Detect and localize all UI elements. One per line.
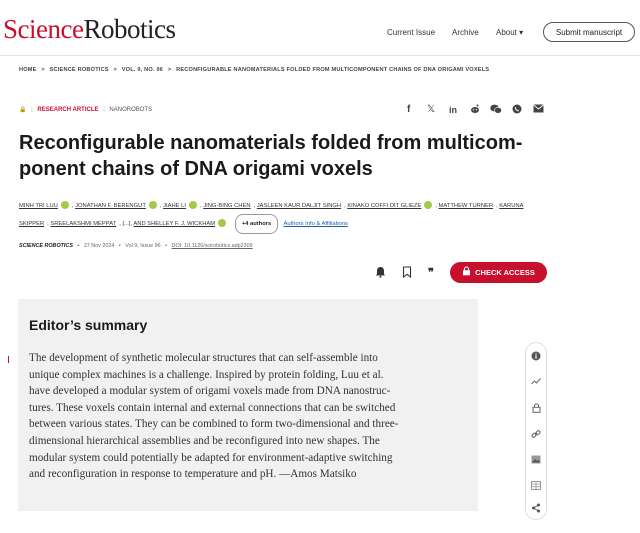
author-link[interactable]: AND SHELLEY F. J. WICKHAM: [133, 221, 216, 227]
author-link[interactable]: JASLEEN KAUR DALJIT SINGH: [256, 203, 342, 209]
summary-line: The development of synthetic molecular structures that can self-assemble into: [29, 352, 378, 364]
summary-line: unique complex machines is a challenge. Inspired by protein folding, Luu et al.: [29, 368, 384, 381]
linkedin-icon[interactable]: in: [449, 105, 457, 115]
logo-science: Science: [3, 14, 84, 44]
orcid-icon[interactable]: [149, 201, 157, 209]
author-link[interactable]: JONATHAN F. BERENGUT: [75, 203, 146, 209]
author-link[interactable]: KARUNA SKIPPER: [19, 203, 524, 227]
meta-volume[interactable]: Vol 9, Issue 96: [125, 243, 161, 249]
meta-journal[interactable]: SCIENCE ROBOTICS: [19, 243, 73, 249]
link-icon[interactable]: [526, 429, 546, 441]
summary-line: modular system could potentially be adapted for environment-adaptive switching: [29, 451, 393, 464]
trending-icon[interactable]: [526, 377, 546, 387]
reddit-icon[interactable]: [470, 104, 480, 117]
x-icon[interactable]: 𝕏: [427, 104, 436, 115]
meta-dot: •: [77, 243, 80, 249]
breadcrumb-separator: >: [167, 67, 172, 73]
breadcrumb-volume[interactable]: VOL. 9, NO. 96: [121, 67, 164, 73]
breadcrumb-journal[interactable]: SCIENCE ROBOTICS: [49, 67, 109, 73]
author-link[interactable]: SREELAKSHMI MEPPAT: [50, 221, 117, 227]
author-link[interactable]: JIAHE LI: [163, 203, 186, 209]
breadcrumb-separator: >: [41, 67, 45, 73]
whatsapp-icon[interactable]: [512, 104, 522, 117]
submit-manuscript-button[interactable]: Submit manuscript: [543, 22, 635, 42]
author-link[interactable]: JING-BING CHEN: [203, 203, 251, 209]
authors-ellipsis: [...]: [122, 221, 131, 227]
meta-date: 27 Nov 2024: [83, 243, 115, 249]
summary-line: and reconfiguration in response to temperature and pH. —Amos Matsiko: [29, 468, 357, 481]
article-title: Reconfigurable nanomaterials folded from multicomponent chains of DNA origami voxels: [19, 132, 523, 180]
summary-line: between various states. They can be combined to form two-dimensional and three-: [29, 418, 399, 431]
orcid-icon[interactable]: [424, 201, 432, 209]
nav-about-label: About: [496, 28, 517, 37]
breadcrumb-home[interactable]: HOME: [19, 67, 37, 73]
author-link[interactable]: MINH TRI LUU: [19, 203, 58, 209]
chevron-down-icon: ▾: [519, 28, 524, 37]
email-icon[interactable]: [533, 104, 544, 116]
bookmark-icon[interactable]: [402, 266, 412, 281]
nav-about[interactable]: [496, 28, 523, 37]
article-tags: [19, 106, 152, 113]
article-subject[interactable]: NANOROBOTS: [109, 107, 153, 113]
article-type[interactable]: RESEARCH ARTICLE: [37, 107, 99, 113]
more-authors-button[interactable]: +4 authors: [235, 214, 278, 234]
cite-icon[interactable]: ❞: [428, 267, 434, 279]
lock-icon[interactable]: [526, 403, 546, 415]
logo-robotics: Robotics: [83, 14, 176, 44]
summary-line: dimensional hierarchical assemblies and be reconfigured into new shapes. The: [29, 434, 380, 447]
breadcrumb-article: RECONFIGURABLE NANOMATERIALS FOLDED FROM MULTICOMPONENT CHAINS OF DNA ORIGAMI VOXELS: [176, 67, 490, 73]
summary-line: tures. These voxels contain internal and external connections that can be switched: [29, 401, 396, 414]
breadcrumb: [19, 67, 489, 73]
meta-dot: •: [165, 243, 168, 249]
affiliations-link[interactable]: Authors Info & Affiliations: [283, 221, 348, 227]
breadcrumb-separator: >: [113, 67, 117, 73]
nav-archive[interactable]: Archive: [452, 28, 479, 37]
tag-separator: |: [103, 107, 105, 113]
header-divider: [0, 55, 640, 56]
orcid-icon[interactable]: [189, 201, 197, 209]
author-link[interactable]: KINAKO COFFI DIT GLIEZE: [347, 203, 422, 209]
article-meta: [19, 243, 253, 249]
orcid-icon[interactable]: [61, 201, 69, 209]
annotation-marker: [8, 356, 9, 363]
author-link[interactable]: MATTHEW TURNER: [438, 203, 494, 209]
site-logo[interactable]: [3, 14, 175, 45]
lock-icon: 🔒: [19, 107, 27, 113]
share-icon[interactable]: [526, 503, 546, 515]
editors-summary-text: [29, 350, 469, 483]
nav-current-issue[interactable]: Current Issue: [387, 28, 436, 37]
bell-icon[interactable]: [375, 266, 386, 281]
figures-icon[interactable]: [526, 455, 546, 466]
info-icon[interactable]: [526, 351, 546, 363]
author-list: MINH TRI LUU , JONATHAN F. BERENGUT , JIAHE LI , JING-BING CHEN , JASLEEN KAUR DALJIT SINGH , KINAKO COFFI DIT GLIEZE , MATTHEW TURNER , KARUNA SKIPPER , SREELAKSHMI MEPPAT , [...], AND SHELLEY F. J. WICKHAM +4 authors Authors Info & Affiliations: [19, 198, 529, 234]
wechat-icon[interactable]: [490, 104, 502, 117]
meta-doi[interactable]: DOI: 10.1126/scirobotics.adp2309: [171, 243, 253, 249]
check-access-label: CHECK ACCESS: [475, 268, 535, 277]
article-tools-rail: [525, 342, 547, 520]
tag-separator: |: [31, 107, 33, 113]
meta-dot: •: [118, 243, 121, 249]
lock-icon: [462, 266, 471, 276]
tables-icon[interactable]: [526, 481, 546, 492]
editors-summary-heading: Editor’s summary: [29, 317, 148, 333]
facebook-icon[interactable]: f: [407, 104, 411, 115]
check-access-button[interactable]: [450, 262, 547, 283]
summary-line: have developed a modular system of origami voxels made from DNA nanostruc-: [29, 385, 391, 398]
orcid-icon[interactable]: [218, 219, 226, 227]
